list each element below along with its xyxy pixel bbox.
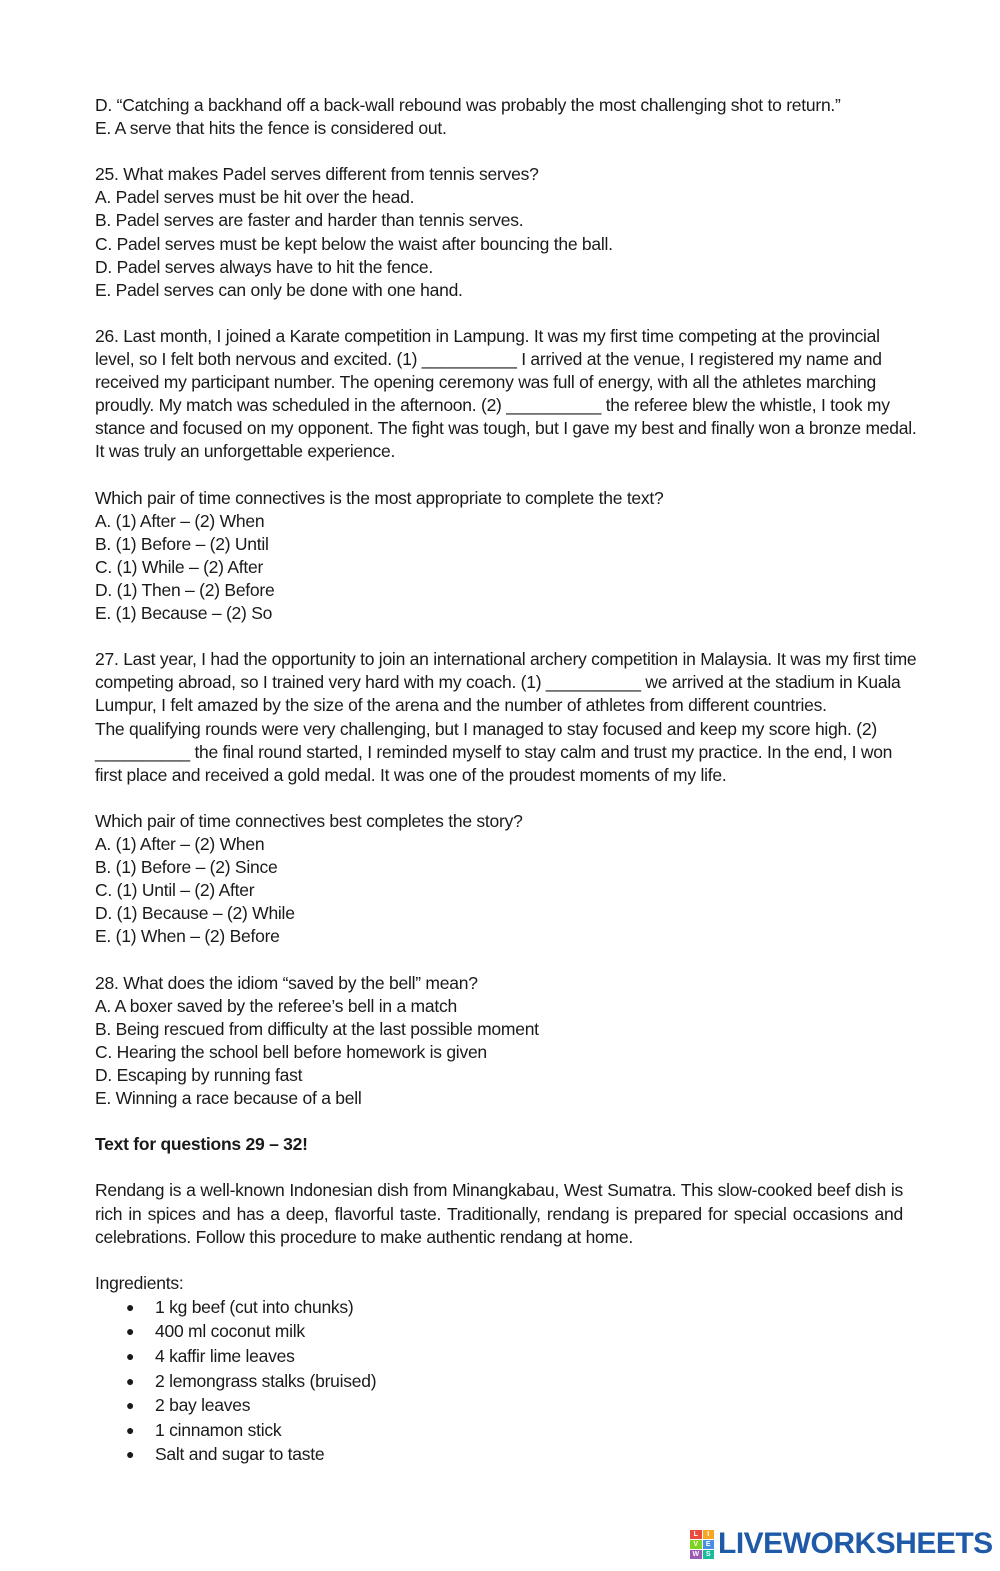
q26-text-line: It was truly an unforgettable experience. bbox=[95, 441, 396, 462]
logo-mark-icon bbox=[690, 1530, 714, 1558]
q26-option-d: D. (1) Then – (2) Before bbox=[95, 579, 275, 600]
bullet-icon: ● bbox=[126, 1323, 135, 1340]
ingredient-text: 2 bay leaves bbox=[155, 1395, 251, 1416]
q28-option-c: C. Hearing the school bell before homework is given bbox=[95, 1041, 487, 1062]
q27-option-a: A. (1) After – (2) When bbox=[95, 834, 265, 854]
q25-option-a: A. Padel serves must be hit over the head. bbox=[95, 187, 415, 208]
bullet-icon: ● bbox=[126, 1446, 135, 1463]
q25-option-b: B. Padel serves are faster and harder than tennis serves. bbox=[95, 210, 524, 231]
bullet-icon: ● bbox=[126, 1397, 135, 1414]
q26-option-c: C. (1) While – (2) After bbox=[95, 556, 264, 577]
q25-option-c: C. Padel serves must be kept below the waist after bouncing the ball. bbox=[95, 233, 613, 254]
bullet-icon: ● bbox=[126, 1421, 135, 1438]
list-item bbox=[95, 1442, 903, 1467]
q24-option-e: E. A serve that hits the fence is considered out. bbox=[95, 118, 447, 139]
list-item bbox=[95, 1393, 903, 1418]
q28-option-a: A. A boxer saved by the referee’s bell in a match bbox=[95, 995, 457, 1016]
q26-text-line: received my participant number. The opening ceremony was full of energy, with all the athletes marching bbox=[95, 372, 876, 393]
section-heading: Text for questions 29 – 32! bbox=[95, 1134, 308, 1155]
list-item bbox=[95, 1319, 903, 1344]
logo-text: LIVEWORKSHEETS bbox=[718, 1527, 993, 1560]
q26-option-e: E. (1) Because – (2) So bbox=[95, 603, 273, 624]
liveworksheets-logo bbox=[690, 1527, 993, 1561]
ingredient-text: 2 lemongrass stalks (bruised) bbox=[155, 1370, 377, 1391]
q27-text-line: 27. Last year, I had the opportunity to join an international archery competition in Malaysia. It was my first time bbox=[95, 649, 917, 670]
q26-option-a: A. (1) After – (2) When bbox=[95, 510, 265, 531]
q28-option-e: E. Winning a race because of a bell bbox=[95, 1088, 362, 1109]
q27-question: Which pair of time connectives best completes the story? bbox=[95, 810, 523, 831]
q26-option-b: B. (1) Before – (2) Until bbox=[95, 533, 269, 554]
ingredient-text: 400 ml coconut milk bbox=[155, 1321, 305, 1342]
worksheet-page bbox=[95, 94, 917, 1467]
ingredients-list bbox=[95, 1295, 903, 1467]
bullet-icon: ● bbox=[126, 1348, 135, 1365]
q27-option-b: B. (1) Before – (2) Since bbox=[95, 857, 278, 878]
logo-mark-cell: I bbox=[703, 1530, 715, 1539]
q27-text-line: The qualifying rounds were very challenging, but I managed to stay focused and keep my score high. (2) bbox=[95, 718, 877, 739]
q26-text-line: stance and focused on my opponent. The fight was tough, but I gave my best and finally won a bronze medal. bbox=[95, 418, 917, 439]
q26-text-line: 26. Last month, I joined a Karate competition in Lampung. It was my first time competing at the provincial bbox=[95, 325, 880, 346]
list-item bbox=[95, 1295, 903, 1320]
bullet-icon: ● bbox=[126, 1372, 135, 1389]
logo-mark-cell: L bbox=[690, 1530, 702, 1539]
bullet-icon: ● bbox=[126, 1298, 135, 1315]
q28-option-b: B. Being rescued from difficulty at the last possible moment bbox=[95, 1018, 539, 1039]
q25-option-d: D. Padel serves always have to hit the fence. bbox=[95, 256, 433, 277]
q28-question: 28. What does the idiom “saved by the bell” mean? bbox=[95, 972, 478, 993]
logo-mark-cell: W bbox=[690, 1550, 702, 1559]
q28-option-d: D. Escaping by running fast bbox=[95, 1064, 303, 1085]
list-item bbox=[95, 1369, 903, 1394]
ingredient-text: 1 kg beef (cut into chunks) bbox=[155, 1296, 354, 1317]
q27-text-line: Lumpur, I felt amazed by the size of the arena and the number of athletes from different countries. bbox=[95, 695, 827, 716]
q24-option-d: D. “Catching a backhand off a back-wall rebound was probably the most challenging shot to return.” bbox=[95, 95, 841, 115]
logo-mark-cell: E bbox=[703, 1540, 715, 1549]
q26-text-line: proudly. My match was scheduled in the afternoon. (2) __________ the referee blew the whistle, I took my bbox=[95, 395, 890, 416]
q26-text-line: level, so I felt both nervous and excited. (1) __________ I arrived at the venue, I registered my name and bbox=[95, 349, 882, 370]
q27-option-d: D. (1) Because – (2) While bbox=[95, 903, 295, 924]
list-item bbox=[95, 1418, 903, 1443]
q27-text-line: first place and received a gold medal. It was one of the proudest moments of my life. bbox=[95, 764, 727, 785]
q26-question: Which pair of time connectives is the most appropriate to complete the text? bbox=[95, 487, 664, 508]
q27-text-line: competing abroad, so I trained very hard with my coach. (1) __________ we arrived at the stadium in Kuala bbox=[95, 672, 901, 693]
ingredients-label: Ingredients: bbox=[95, 1272, 184, 1293]
logo-mark-cell: S bbox=[703, 1550, 715, 1559]
ingredient-text: 1 cinnamon stick bbox=[155, 1419, 282, 1440]
rendang-intro-paragraph: Rendang is a well-known Indonesian dish from Minangkabau, West Sumatra. This slow-cooked beef dish is rich in spices and has a deep, flavorful taste. Traditionally, rendang is prepared for special occasions and celebrations. Follow this procedure to make authentic rendang at home. bbox=[95, 1180, 903, 1247]
ingredient-text: Salt and sugar to taste bbox=[155, 1444, 325, 1465]
q25-question: 25. What makes Padel serves different from tennis serves? bbox=[95, 164, 539, 185]
ingredient-text: 4 kaffir lime leaves bbox=[155, 1346, 295, 1367]
logo-mark-cell: V bbox=[690, 1540, 702, 1549]
q27-option-c: C. (1) Until – (2) After bbox=[95, 880, 255, 901]
q27-text-line: __________ the final round started, I reminded myself to stay calm and trust my practice. In the end, I won bbox=[95, 741, 893, 762]
q27-option-e: E. (1) When – (2) Before bbox=[95, 926, 280, 947]
list-item bbox=[95, 1344, 903, 1369]
q25-option-e: E. Padel serves can only be done with one hand. bbox=[95, 279, 463, 300]
